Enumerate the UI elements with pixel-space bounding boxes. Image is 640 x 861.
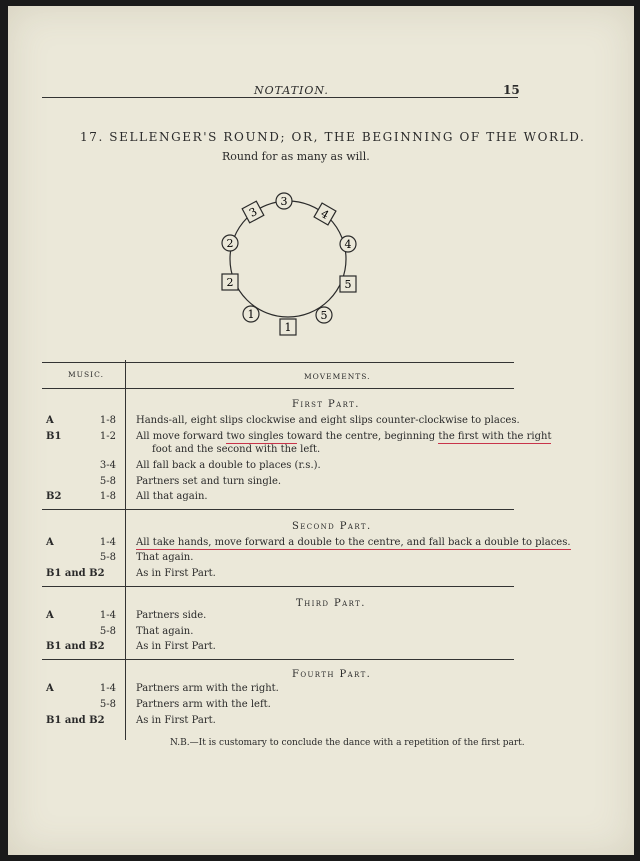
movement-text [136,537,571,548]
dancer-square-5 [340,276,356,292]
dancer-square-1 [280,319,296,335]
movement-text: Partners set and turn single. [136,476,282,487]
dancer-circle-1 [243,306,259,322]
movement-text-continued: foot and the second with the left. [152,444,321,455]
movement-text: All that again. [136,491,208,502]
footnote: N.B.—It is customary to conclude the dance with a repetition of the first part. [170,738,525,748]
music-bars: 5-8 [99,626,116,637]
music-label: B1 and B2 [46,641,105,652]
music-label: B2 [46,491,62,502]
part-divider [42,586,514,587]
music-column-header: MUSIC. [68,370,104,379]
dancer-square-2-label: 2 [226,276,234,289]
music-bars: 1-4 [99,537,116,548]
movement-text: As in First Part. [136,715,216,726]
movement-text: That again. [136,552,194,563]
music-bars: 1-8 [99,491,116,502]
dancer-circle-3-label: 3 [280,195,288,208]
music-bars: 1-2 [99,431,116,442]
table-top-rule [42,362,514,363]
dancer-square-4-label: 4 [318,207,332,222]
table-column-divider [125,360,126,740]
book-page [8,6,634,855]
dancer-circle-5 [316,307,332,323]
dancer-circle-4-label: 4 [344,238,352,251]
music-label: A [46,537,54,548]
part-title-third: Third Part. [296,598,366,609]
movement-text: As in First Part. [136,641,216,652]
movement-text: Partners side. [136,610,207,621]
movements-column-header: MOVEMENTS. [304,372,371,381]
music-label: B1 and B2 [46,568,105,579]
movement-text: Partners arm with the right. [136,683,279,694]
music-bars: 5-8 [99,476,116,487]
dancer-circle-2 [222,235,238,251]
movement-text: Partners arm with the left. [136,699,271,710]
music-bars: 1-4 [99,683,116,694]
movement-text-part: ward the centre, beginning [296,431,439,442]
movement-text: All fall back a double to places (r.s.). [136,460,321,471]
music-bars: 3-4 [99,460,116,471]
underlined-phrase: the first with the right [438,431,552,442]
movement-text: Hands-all, eight slips clockwise and eight slips counter-clockwise to places. [136,415,520,426]
movement-text: That again. [136,626,194,637]
dancer-square-1-label: 1 [284,321,292,334]
part-title-fourth: Fourth Part. [292,669,372,680]
music-label: A [46,610,54,621]
dancer-square-2 [222,274,238,290]
movement-text: As in First Part. [136,568,216,579]
dancer-square-5-label: 5 [344,278,352,291]
music-bars: 1-8 [99,415,116,426]
dancer-circle-1-label: 1 [247,308,255,321]
part-divider [42,509,514,510]
part-title-first: First Part. [292,399,360,410]
running-head: NOTATION. [254,84,329,97]
dancer-square-3-label: 3 [247,205,260,220]
movement-text-part: All move forward [136,431,227,442]
music-label: B1 and B2 [46,715,105,726]
dance-title: 17. SELLENGER'S ROUND; OR, THE BEGINNING OF THE WORLD. [80,130,586,144]
underlined-phrase: All take hands, move forward a double to the centre, and fall back a double to places. [136,537,571,548]
dancer-circle-2-label: 2 [226,237,234,250]
underlined-phrase: two singles to [226,431,297,442]
part-title-second: Second Part. [292,521,372,532]
part-divider [42,659,514,660]
table-header-rule [42,388,514,389]
formation-diagram [198,181,378,341]
movement-text [136,431,551,442]
music-bars: 1-4 [99,610,116,621]
dancer-circle-3 [276,193,292,209]
page-number: 15 [503,83,520,97]
dance-subtitle: Round for as many as will. [222,150,370,163]
music-bars: 5-8 [99,552,116,563]
dancer-circle-4 [340,236,356,252]
music-label: B1 [46,431,62,442]
dancer-circle-5-label: 5 [320,309,328,322]
header-rule [42,97,518,98]
music-bars: 5-8 [99,699,116,710]
music-label: A [46,683,54,694]
music-label: A [46,415,54,426]
